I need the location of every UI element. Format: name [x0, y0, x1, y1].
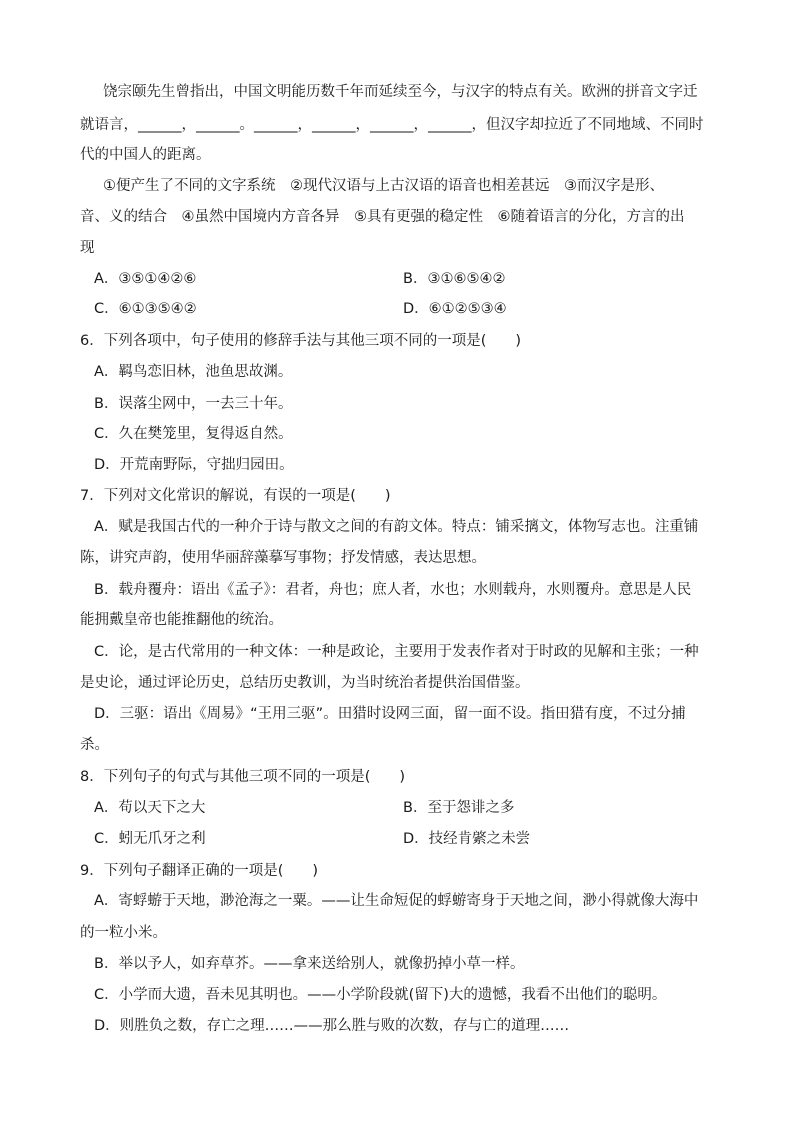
q6-option-c: C．久在樊笼里，复得返自然。 — [94, 426, 293, 442]
q6-option-a: A．羁鸟恋旧林，池鱼思故渊。 — [94, 364, 293, 380]
q5-option-c: C．⑥①③⑤④② — [94, 301, 197, 317]
q6-option-b: B．误落尘网中，一去三十年。 — [94, 396, 293, 412]
q9-option-a-line-2: 的一粒小米。 — [80, 925, 167, 941]
q9-option-d: D．则胜负之数，存亡之理……——那么胜与败的次数，存与亡的道理…… — [94, 1018, 570, 1034]
q6-option-d: D．开荒南野际，守拙归园田。 — [94, 457, 294, 473]
q5-option-b: B．③①⑥⑤④② — [403, 271, 506, 287]
q9-stem: 9．下列句子翻译正确的一项是( ) — [80, 863, 319, 879]
q7-stem: 7．下列对文化常识的解说，有误的一项是( ) — [80, 488, 391, 504]
q7-option-a-line-1: A．赋是我国古代的一种介于诗与散文之间的有韵文体。特点：铺采摛文，体物写志也。注重铺 — [94, 519, 699, 535]
q7-option-d-line-2: 杀。 — [80, 737, 109, 753]
passage-line-2: 就语言，______，______。______，______，______，______，但汉字却拉近了不同地域、不同时 — [80, 117, 704, 133]
passage-line-1: 饶宗颐先生曾指出，中国文明能历数千年而延续至今，与汉字的特点有关。欧洲的拼音文字迁 — [103, 84, 698, 100]
q9-option-c: C．小学而大遗，吾未见其明也。——小学阶段就(留下)大的遗憾，我看不出他们的聪明。 — [94, 987, 667, 1003]
q5-option-d: D．⑥①②⑤③④ — [403, 301, 507, 317]
q7-option-a-line-2: 陈，讲究声韵，使用华丽辞藻摹写事物；抒发情感，表达思想。 — [80, 550, 486, 566]
q7-option-c-line-2: 是史论，通过评论历史，总结历史教训，为当时统治者提供治国借鉴。 — [80, 675, 530, 691]
q9-option-a-line-1: A．寄蜉蝣于天地，渺沧海之一粟。——让生命短促的蜉蝣寄身于天地之间，渺小得就像大海中 — [94, 893, 699, 909]
q5-option-a: A．③⑤①④②⑥ — [94, 271, 197, 287]
q6-stem: 6．下列各项中，句子使用的修辞手法与其他三项不同的一项是( ) — [80, 333, 522, 349]
q8-option-b: B．至于怨诽之多 — [403, 800, 515, 816]
q8-stem: 8．下列句子的句式与其他三项不同的一项是( ) — [80, 769, 406, 785]
q7-option-b-line-1: B．载舟覆舟：语出《孟子》：君者，舟也；庶人者，水也；水则载舟，水则覆舟。意思是人民 — [94, 582, 692, 598]
q8-option-c: C．蚓无爪牙之利 — [94, 831, 206, 847]
q7-option-b-line-2: 能拥戴皇帝也能推翻他的统治。 — [80, 612, 283, 628]
q9-option-b: B．举以予人，如弃草芥。——拿来送给别人，就像扔掉小草一样。 — [94, 956, 525, 972]
passage-line-3: 代的中国人的距离。 — [80, 147, 211, 163]
q5-items-line-3: 现 — [80, 240, 95, 256]
q5-items-line-2: 音、义的结合 ④虽然中国境内方音各异 ⑤具有更强的稳定性 ⑥随着语言的分化，方言的出 — [80, 209, 685, 225]
q8-option-a: A．苟以天下之大 — [94, 800, 206, 816]
q8-option-d: D．技经肯綮之未尝 — [403, 831, 531, 847]
q5-items-line-1: ①便产生了不同的文字系统 ②现代汉语与上古汉语的语音也相差甚远 ③而汉字是形、 — [103, 178, 664, 194]
q7-option-d-line-1: D．三驱：语出《周易》“王用三驱”。田猎时设网三面，留一面不设。指田猎有度，不过分捕 — [94, 706, 686, 722]
q7-option-c-line-1: C．论，是古代常用的一种文体：一种是政论，主要用于发表作者对于时政的见解和主张；一种 — [94, 644, 699, 660]
